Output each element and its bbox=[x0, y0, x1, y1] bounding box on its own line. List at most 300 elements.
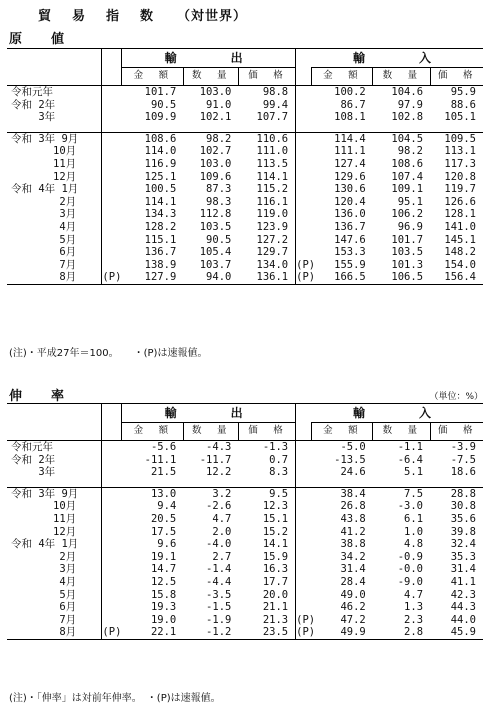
preliminary-mark bbox=[296, 576, 311, 589]
table-row bbox=[7, 614, 483, 627]
value-cell: -1.1 bbox=[373, 441, 430, 454]
value-cell: -9.0 bbox=[397, 575, 424, 588]
value-cell: 1.3 bbox=[404, 601, 424, 614]
export-header: 輸 出 bbox=[122, 404, 296, 423]
preliminary-mark bbox=[102, 132, 122, 145]
preliminary-mark bbox=[296, 466, 311, 479]
row-label: 令和 3年 9月 bbox=[7, 132, 102, 145]
table-row bbox=[7, 221, 483, 234]
row-label: 6月 bbox=[11, 246, 77, 259]
preliminary-mark bbox=[102, 441, 122, 454]
row-label: 7月 bbox=[11, 613, 77, 626]
table-row bbox=[7, 132, 483, 145]
preliminary-mark bbox=[102, 99, 122, 112]
header-row bbox=[7, 49, 483, 68]
page-title bbox=[38, 5, 247, 24]
value-cell: 101.7 bbox=[391, 233, 424, 246]
import-header: 輸 入 bbox=[311, 49, 483, 68]
value-cell: 109.6 bbox=[199, 170, 232, 183]
value-cell: -11.7 bbox=[199, 453, 232, 466]
subheader-cell: 価 格 bbox=[430, 68, 483, 86]
header-blank bbox=[7, 68, 102, 86]
value-cell: -7.5 bbox=[450, 453, 476, 466]
row-label: 8月 bbox=[7, 271, 102, 284]
spacer-cell bbox=[7, 479, 102, 488]
subheader-cell: 数 量 bbox=[373, 423, 430, 441]
value-cell: 2.8 bbox=[373, 626, 430, 639]
row-label: 令和元年 bbox=[7, 86, 102, 99]
row-label: 10月 bbox=[11, 145, 77, 158]
preliminary-mark bbox=[296, 171, 311, 184]
header-blank bbox=[296, 68, 311, 86]
table-row bbox=[7, 99, 483, 112]
value-cell: 106.2 bbox=[391, 208, 424, 221]
table-row bbox=[7, 111, 483, 124]
value-cell: 114.4 bbox=[311, 132, 373, 145]
value-cell: -11.1 bbox=[144, 453, 177, 466]
raw-index-table bbox=[7, 48, 483, 285]
preliminary-mark bbox=[296, 601, 311, 614]
value-cell: 111.1 bbox=[334, 145, 366, 158]
subheader-cell: 数 量 bbox=[183, 68, 238, 86]
value-cell: 114.1 bbox=[144, 195, 177, 208]
value-cell: 91.0 bbox=[206, 98, 232, 111]
value-cell: 103.0 bbox=[183, 86, 238, 99]
value-cell: 104.6 bbox=[373, 86, 430, 99]
value-cell: -3.5 bbox=[206, 588, 232, 601]
preliminary-mark bbox=[102, 196, 122, 209]
value-cell: 115.2 bbox=[256, 183, 289, 196]
unit-label: （単位：%） bbox=[429, 392, 483, 402]
row-label: 令和 2年 bbox=[11, 453, 56, 466]
value-cell: 15.9 bbox=[262, 550, 289, 563]
value-cell: 116.9 bbox=[144, 157, 177, 170]
table-row bbox=[7, 145, 483, 158]
value-cell: 123.9 bbox=[256, 220, 289, 233]
value-cell: 46.2 bbox=[340, 601, 366, 614]
table-row bbox=[7, 563, 483, 576]
row-label: 4月 bbox=[11, 220, 77, 233]
value-cell: 96.9 bbox=[397, 220, 424, 233]
value-cell: 103.5 bbox=[391, 246, 424, 259]
spacer-cell bbox=[102, 124, 122, 133]
value-cell: -1.9 bbox=[206, 613, 232, 626]
table2-note: (注)・「伸率」は対前年伸率。 ・(P)は速報値。 bbox=[9, 693, 221, 704]
preliminary-mark: (P) bbox=[296, 613, 316, 626]
row-label: 令和 4年 1月 bbox=[11, 538, 79, 551]
value-cell: 20.5 bbox=[150, 512, 177, 525]
value-cell: 109.5 bbox=[430, 132, 483, 145]
header-blank bbox=[102, 404, 122, 423]
import-header: 輸 入 bbox=[311, 404, 483, 423]
value-cell: 134.3 bbox=[144, 208, 177, 221]
preliminary-mark bbox=[296, 454, 311, 467]
spacer-row bbox=[7, 124, 483, 133]
spacer-cell bbox=[183, 124, 238, 133]
value-cell: 120.8 bbox=[444, 170, 476, 183]
title-subtext: （対世界） bbox=[177, 9, 248, 24]
value-cell: 117.3 bbox=[444, 157, 476, 170]
table-row bbox=[7, 576, 483, 589]
preliminary-mark bbox=[102, 234, 122, 247]
value-cell: 9.4 bbox=[157, 500, 177, 513]
value-cell: 23.5 bbox=[238, 626, 295, 639]
value-cell: 98.3 bbox=[206, 195, 232, 208]
row-label: 3月 bbox=[11, 563, 77, 576]
header-row bbox=[7, 404, 483, 423]
value-cell: 100.5 bbox=[144, 183, 177, 196]
value-cell: -0.9 bbox=[397, 550, 424, 563]
value-cell: 9.6 bbox=[157, 538, 177, 551]
value-cell: 130.6 bbox=[334, 183, 366, 196]
value-cell: 108.6 bbox=[391, 157, 424, 170]
subheader-cell: 数 量 bbox=[183, 423, 238, 441]
value-cell: 114.0 bbox=[144, 145, 177, 158]
table-row bbox=[7, 513, 483, 526]
spacer-cell bbox=[430, 124, 483, 133]
value-cell: 108.1 bbox=[334, 111, 366, 124]
header-blank bbox=[296, 404, 311, 423]
row-label: 11月 bbox=[11, 512, 77, 525]
value-cell: 21.5 bbox=[150, 466, 177, 479]
section-title-growth: 伸 率 bbox=[9, 389, 73, 404]
value-cell: 8.3 bbox=[269, 466, 289, 479]
value-cell: 136.7 bbox=[144, 246, 177, 259]
value-cell: -5.0 bbox=[311, 441, 373, 454]
preliminary-mark bbox=[296, 234, 311, 247]
row-label: 7月 bbox=[11, 258, 77, 271]
preliminary-mark bbox=[296, 513, 311, 526]
spacer-cell bbox=[296, 124, 311, 133]
value-cell: 18.6 bbox=[450, 466, 476, 479]
value-cell: 128.1 bbox=[444, 208, 476, 221]
export-header: 輸 出 bbox=[122, 49, 296, 68]
row-label: 令和 4年 1月 bbox=[11, 183, 79, 196]
spacer-cell bbox=[296, 479, 311, 488]
preliminary-mark bbox=[296, 526, 311, 539]
value-cell: 49.0 bbox=[340, 588, 366, 601]
preliminary-mark bbox=[102, 487, 122, 500]
value-cell: 104.5 bbox=[373, 132, 430, 145]
value-cell: 14.1 bbox=[262, 538, 289, 551]
table-row bbox=[7, 246, 483, 259]
preliminary-mark bbox=[102, 614, 122, 627]
value-cell: 102.8 bbox=[391, 111, 424, 124]
value-cell: 1.0 bbox=[404, 525, 424, 538]
preliminary-mark bbox=[102, 208, 122, 221]
value-cell: 138.9 bbox=[144, 258, 177, 271]
row-label: 3年 bbox=[11, 111, 56, 124]
preliminary-mark bbox=[296, 246, 311, 259]
value-cell: -6.4 bbox=[397, 453, 424, 466]
value-cell: 24.6 bbox=[340, 466, 366, 479]
value-cell: 41.1 bbox=[450, 575, 476, 588]
value-cell: -3.9 bbox=[430, 441, 483, 454]
header-blank bbox=[7, 49, 102, 68]
table-row bbox=[7, 234, 483, 247]
value-cell: 12.2 bbox=[206, 466, 232, 479]
value-cell: 119.0 bbox=[256, 208, 289, 221]
preliminary-mark bbox=[102, 551, 122, 564]
value-cell: -1.2 bbox=[183, 626, 238, 639]
preliminary-mark bbox=[102, 589, 122, 602]
section-title-raw: 原 値 bbox=[9, 32, 73, 47]
spacer-cell bbox=[238, 479, 295, 488]
value-cell: 127.9 bbox=[122, 271, 184, 284]
value-cell: 103.7 bbox=[199, 258, 232, 271]
subheader-cell: 価 格 bbox=[238, 68, 295, 86]
preliminary-mark bbox=[102, 183, 122, 196]
header-blank bbox=[102, 423, 122, 441]
value-cell: 141.0 bbox=[444, 220, 476, 233]
preliminary-mark bbox=[102, 454, 122, 467]
value-cell: 4.7 bbox=[212, 512, 232, 525]
value-cell: 105.4 bbox=[199, 246, 232, 259]
spacer-cell bbox=[7, 124, 102, 133]
row-label: 3月 bbox=[11, 208, 77, 221]
value-cell: 12.5 bbox=[150, 575, 177, 588]
subheader-cell: 価 格 bbox=[430, 423, 483, 441]
value-cell: 28.4 bbox=[340, 575, 366, 588]
value-cell: 26.8 bbox=[340, 500, 366, 513]
header-blank bbox=[102, 49, 122, 68]
value-cell: -5.6 bbox=[122, 441, 184, 454]
value-cell: 148.2 bbox=[444, 246, 476, 259]
header-blank bbox=[296, 423, 311, 441]
subheader-cell: 金 額 bbox=[122, 68, 184, 86]
value-cell: 106.5 bbox=[373, 271, 430, 284]
value-cell: 116.1 bbox=[256, 195, 289, 208]
value-cell: 9.5 bbox=[238, 487, 295, 500]
value-cell: 113.1 bbox=[444, 145, 476, 158]
preliminary-mark: (P) bbox=[296, 626, 316, 639]
row-label: 令和元年 bbox=[7, 441, 102, 454]
value-cell: 44.3 bbox=[450, 601, 476, 614]
table-row bbox=[7, 208, 483, 221]
table-row bbox=[7, 601, 483, 614]
value-cell: 136.7 bbox=[334, 220, 366, 233]
value-cell: 98.2 bbox=[397, 145, 424, 158]
value-cell: 44.0 bbox=[450, 613, 476, 626]
row-label: 3年 bbox=[11, 466, 56, 479]
value-cell: 100.2 bbox=[311, 86, 373, 99]
value-cell: 125.1 bbox=[144, 170, 177, 183]
spacer-cell bbox=[122, 479, 184, 488]
value-cell: 95.1 bbox=[397, 195, 424, 208]
value-cell: 90.5 bbox=[206, 233, 232, 246]
table-row bbox=[7, 454, 483, 467]
value-cell: 16.3 bbox=[262, 563, 289, 576]
value-cell: 102.7 bbox=[199, 145, 232, 158]
row-label: 2月 bbox=[11, 195, 77, 208]
value-cell: 120.4 bbox=[334, 195, 366, 208]
preliminary-mark bbox=[296, 500, 311, 513]
value-cell: 4.8 bbox=[404, 538, 424, 551]
value-cell: 97.9 bbox=[397, 98, 424, 111]
table-row bbox=[7, 500, 483, 513]
value-cell: -1.3 bbox=[238, 441, 295, 454]
table-row bbox=[7, 441, 483, 454]
value-cell: 87.3 bbox=[206, 183, 232, 196]
value-cell: 101.7 bbox=[122, 86, 184, 99]
value-cell: 6.1 bbox=[404, 512, 424, 525]
row-label: 2月 bbox=[11, 550, 77, 563]
spacer-cell bbox=[430, 479, 483, 488]
value-cell: 103.0 bbox=[199, 157, 232, 170]
value-cell: 103.5 bbox=[199, 220, 232, 233]
spacer-cell bbox=[102, 479, 122, 488]
value-cell: -4.0 bbox=[206, 538, 232, 551]
preliminary-mark bbox=[102, 259, 122, 272]
preliminary-mark bbox=[296, 196, 311, 209]
preliminary-mark bbox=[102, 145, 122, 158]
value-cell: 98.2 bbox=[183, 132, 238, 145]
value-cell: 7.5 bbox=[373, 487, 430, 500]
value-cell: 109.9 bbox=[144, 111, 177, 124]
value-cell: 107.4 bbox=[391, 170, 424, 183]
value-cell: 2.3 bbox=[404, 613, 424, 626]
value-cell: 30.8 bbox=[450, 500, 476, 513]
preliminary-mark bbox=[296, 487, 311, 500]
spacer-row bbox=[7, 479, 483, 488]
row-label: 5月 bbox=[11, 588, 77, 601]
value-cell: 14.7 bbox=[150, 563, 177, 576]
row-label: 令和 3年 9月 bbox=[7, 487, 102, 500]
preliminary-mark bbox=[102, 158, 122, 171]
value-cell: 119.7 bbox=[444, 183, 476, 196]
subheader-cell: 数 量 bbox=[373, 68, 430, 86]
value-cell: 86.7 bbox=[340, 98, 366, 111]
value-cell: 88.6 bbox=[450, 98, 476, 111]
value-cell: -4.3 bbox=[183, 441, 238, 454]
preliminary-mark bbox=[102, 500, 122, 513]
table-row bbox=[7, 86, 483, 99]
value-cell: 108.6 bbox=[122, 132, 184, 145]
value-cell: 136.0 bbox=[334, 208, 366, 221]
table1-note: (注)・平成27年＝100。 ・(P)は速報値。 bbox=[9, 348, 208, 359]
subheader-cell: 価 格 bbox=[238, 423, 295, 441]
preliminary-mark bbox=[296, 563, 311, 576]
preliminary-mark bbox=[296, 551, 311, 564]
value-cell: 114.1 bbox=[256, 170, 289, 183]
table-row bbox=[7, 551, 483, 564]
value-cell: 34.2 bbox=[340, 550, 366, 563]
row-label: 令和 2年 bbox=[11, 98, 56, 111]
table-row bbox=[7, 158, 483, 171]
preliminary-mark bbox=[102, 526, 122, 539]
value-cell: 12.3 bbox=[262, 500, 289, 513]
value-cell: 15.2 bbox=[262, 525, 289, 538]
value-cell: -4.4 bbox=[206, 575, 232, 588]
value-cell: 136.1 bbox=[238, 271, 295, 284]
subheader-cell: 金 額 bbox=[311, 68, 373, 86]
value-cell: 22.1 bbox=[122, 626, 184, 639]
value-cell: 31.4 bbox=[450, 563, 476, 576]
table-row bbox=[7, 589, 483, 602]
preliminary-mark bbox=[102, 221, 122, 234]
value-cell: 41.2 bbox=[340, 525, 366, 538]
preliminary-mark: (P) bbox=[296, 258, 316, 271]
spacer-cell bbox=[311, 124, 373, 133]
table-row bbox=[7, 466, 483, 479]
table-row bbox=[7, 538, 483, 551]
title-text: 貿 易 指 数 bbox=[38, 9, 158, 24]
value-cell: 5.1 bbox=[404, 466, 424, 479]
row-label: 11月 bbox=[11, 157, 77, 170]
value-cell: 15.1 bbox=[262, 512, 289, 525]
table-row bbox=[7, 183, 483, 196]
value-cell: 49.9 bbox=[311, 626, 373, 639]
value-cell: 115.1 bbox=[144, 233, 177, 246]
value-cell: 45.9 bbox=[430, 626, 483, 639]
value-cell: 98.8 bbox=[238, 86, 295, 99]
value-cell: 17.7 bbox=[262, 575, 289, 588]
value-cell: 38.4 bbox=[311, 487, 373, 500]
value-cell: 28.8 bbox=[430, 487, 483, 500]
value-cell: 38.8 bbox=[340, 538, 366, 551]
preliminary-mark: (P) bbox=[296, 271, 316, 284]
subheader-cell: 金 額 bbox=[311, 423, 373, 441]
preliminary-mark bbox=[296, 208, 311, 221]
value-cell: 156.4 bbox=[430, 271, 483, 284]
value-cell: 43.8 bbox=[340, 512, 366, 525]
value-cell: 107.7 bbox=[256, 111, 289, 124]
header-blank bbox=[7, 423, 102, 441]
value-cell: -3.0 bbox=[397, 500, 424, 513]
preliminary-mark bbox=[296, 538, 311, 551]
preliminary-mark bbox=[296, 441, 311, 454]
value-cell: 112.8 bbox=[199, 208, 232, 221]
value-cell: 21.1 bbox=[262, 601, 289, 614]
value-cell: 35.6 bbox=[450, 512, 476, 525]
header-blank bbox=[102, 68, 122, 86]
value-cell: 20.0 bbox=[262, 588, 289, 601]
value-cell: 0.7 bbox=[269, 453, 289, 466]
preliminary-mark bbox=[102, 246, 122, 259]
subheader-row bbox=[7, 68, 483, 86]
preliminary-mark bbox=[296, 111, 311, 124]
table-row bbox=[7, 271, 483, 284]
value-cell: 102.1 bbox=[199, 111, 232, 124]
row-label: 6月 bbox=[11, 601, 77, 614]
row-label: 10月 bbox=[11, 500, 77, 513]
spacer-cell bbox=[183, 479, 238, 488]
table-row bbox=[7, 487, 483, 500]
value-cell: 90.5 bbox=[150, 98, 177, 111]
value-cell: 2.7 bbox=[212, 550, 232, 563]
row-label: 12月 bbox=[11, 170, 77, 183]
value-cell: 21.3 bbox=[262, 613, 289, 626]
preliminary-mark bbox=[102, 513, 122, 526]
value-cell: 3.2 bbox=[183, 487, 238, 500]
table-row bbox=[7, 171, 483, 184]
value-cell: 15.8 bbox=[150, 588, 177, 601]
preliminary-mark bbox=[296, 221, 311, 234]
value-cell: 99.4 bbox=[262, 98, 289, 111]
header-blank bbox=[7, 404, 102, 423]
header-blank bbox=[296, 49, 311, 68]
value-cell: 13.0 bbox=[122, 487, 184, 500]
subheader-cell: 金 額 bbox=[122, 423, 184, 441]
preliminary-mark bbox=[102, 111, 122, 124]
value-cell: 19.1 bbox=[150, 550, 177, 563]
value-cell: 101.3 bbox=[391, 258, 424, 271]
preliminary-mark bbox=[102, 466, 122, 479]
value-cell: 39.8 bbox=[450, 525, 476, 538]
preliminary-mark bbox=[102, 563, 122, 576]
preliminary-mark bbox=[296, 86, 311, 99]
spacer-cell bbox=[373, 124, 430, 133]
